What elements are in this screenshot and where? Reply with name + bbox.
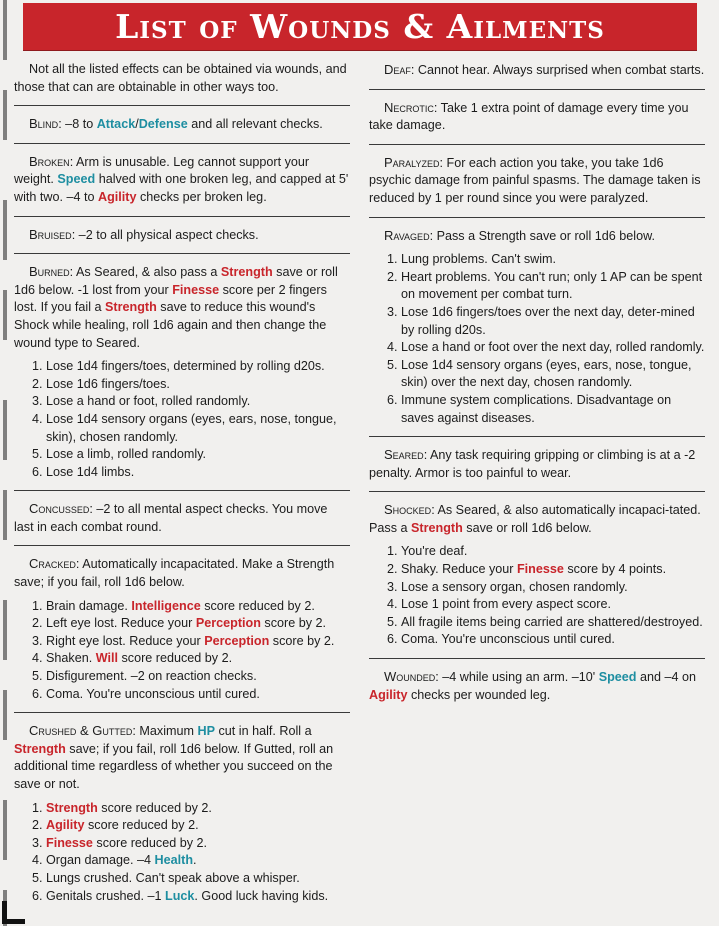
title-banner [23, 3, 697, 50]
list-item: 2. Heart problems. You can't run; only 1 AP can be spent on movement per combat turn. [401, 269, 705, 304]
term-wounded: Wounded [384, 669, 436, 685]
list-item: 4. Organ damage. –4 Health. [46, 852, 350, 870]
list-item: 6. Genitals crushed. –1 Luck. Good luck having kids. [46, 888, 350, 906]
keyword: HP [197, 724, 215, 739]
entry-concussed [14, 491, 350, 546]
list-item: 4. Lose 1 point from every aspect score. [401, 596, 705, 614]
entry-burned [14, 254, 350, 491]
text: : –2 to all mental aspect checks. You move last in each combat round. [14, 502, 328, 534]
keyword: Intelligence [131, 598, 201, 613]
text: score per 2 fingers lost. If you fail a [14, 282, 327, 315]
list-item: 5. All fragile items being carried are shattered/destroyed. [401, 614, 705, 632]
list-item: 1. Brain damage. Intelligence score reduced by 2. [46, 598, 350, 616]
keyword: Strength [105, 300, 157, 315]
crushed-list [14, 800, 350, 906]
keyword: Speed [57, 172, 96, 187]
list-item: 5. Disfigurement. –2 on reaction checks. [46, 668, 350, 686]
page-title: List of Wounds & Ailments [115, 7, 605, 46]
list-item: 2. Shaky. Reduce your Finesse score by 4 points. [401, 561, 705, 579]
keyword: Luck [165, 888, 195, 903]
list-item: 1. Strength score reduced by 2. [46, 800, 350, 818]
shocked-list [369, 543, 705, 649]
keyword: Strength [411, 520, 463, 535]
list-item: 5. Lungs crushed. Can't speak above a whisper. [46, 870, 350, 888]
text: and all relevant checks. [187, 117, 323, 132]
list-item: 6. Lose 1d4 limbs. [46, 464, 350, 482]
term-concussed: Concussed [29, 501, 90, 517]
entry-cracked [14, 546, 350, 713]
text: : –8 to [58, 117, 97, 132]
term-seared: Seared [384, 447, 424, 463]
text: : As Seared, & also pass a [69, 265, 221, 280]
term-broken: Broken [29, 153, 70, 169]
entry-broken [14, 144, 350, 217]
list-item: 6. Coma. You're unconscious until cured. [401, 631, 705, 649]
keyword: Attack [96, 117, 136, 132]
text: save to reduce this wound's Shock while healing, roll 1d6 again and then change the wound type to Seared. [14, 300, 327, 350]
list-item: 5. Lose 1d4 sensory organs (eyes, ears, nose, tongue, skin) over the next day, chosen randomly. [401, 357, 705, 392]
keyword: Will [95, 651, 118, 666]
term-paralyzed: Paralyzed [384, 154, 440, 170]
list-item: 2. Lose 1d6 fingers/toes. [46, 376, 350, 394]
list-item: 3. Lose a hand or foot, rolled randomly. [46, 393, 350, 411]
left-column [14, 52, 350, 914]
text: save or roll 1d6 below. -1 lost from your [14, 265, 338, 297]
text: / [135, 117, 139, 132]
entry-blind [14, 106, 350, 144]
term-ravaged: Ravaged [384, 227, 430, 243]
list-item: 3. Right eye lost. Reduce your Perception score by 2. [46, 633, 350, 651]
term-necrotic: Necrotic [384, 99, 434, 115]
entry-seared: Seared: Any task requiring gripping or climbing is at a -2 penalty. Armor is too painful to wear. [369, 437, 705, 492]
entry-ravaged: Ravaged: Pass a Strength save or roll 1d6 below. 1. Lung problems. Can't swim. 2. Heart problems. You can't run; only 1 AP can be spent on movement per combat turn. 3. Lose 1d6 fingers/toes over the next day, deter-mined by rolling d20s. 4. Lose a hand or foot over the next day, rolled randomly. 5. Lose 1d4 sensory organs (eyes, ears, nose, tongue, skin) over the next day, chosen randomly. 6. Immune system complications. Disadvantage on saves against diseases. [369, 218, 705, 438]
keyword: Health [154, 853, 194, 868]
entry-shocked: Shocked: As Seared, & also automatically incapaci-tated. Pass a Strength save or roll 1d6 below. 1. You're deaf. 2. Shaky. Reduce your Finesse score by 4 points. 3. Lose a sensory organ, chosen randomly. 4. Lose 1 point from every aspect score. 5. All fragile items being carried are shattered/destroyed. 6. Coma. You're unconscious until cured. [369, 492, 705, 659]
term-crushed-gutted: Crushed & Gutted [29, 723, 133, 739]
keyword: Finesse [172, 282, 220, 297]
intro-paragraph [14, 52, 350, 106]
term-bruised: Bruised [29, 226, 72, 242]
text: : Automatically incapacitated. Make a Strength save; if you fail, roll 1d6 below. [14, 557, 335, 590]
list-item: 3. Finesse score reduced by 2. [46, 835, 350, 853]
ravaged-list [369, 251, 705, 427]
cracked-list [14, 598, 350, 704]
entry-paralyzed: Paralyzed: For each action you take, you take 1d6 psychic damage from painful spasms. The damage taken is reduced by 1 per round since you were paralyzed. [369, 145, 705, 218]
list-item: 4. Lose a hand or foot over the next day, rolled randomly. [401, 339, 705, 357]
keyword: Defense [138, 117, 188, 132]
burned-list [14, 358, 350, 481]
text: halved with one broken leg, and capped at 5' with two. –4 to [14, 172, 349, 204]
entry-deaf: Deaf: Cannot hear. Always surprised when combat starts. [369, 52, 705, 90]
term-burned: Burned [29, 264, 70, 280]
keyword: Perception [195, 616, 261, 631]
list-item: 4. Lose 1d4 sensory organs (eyes, ears, nose, tongue, skin), chosen randomly. [46, 411, 350, 446]
list-item: 3. Lose a sensory organ, chosen randomly. [401, 579, 705, 597]
text: : –2 to all physical aspect checks. [71, 227, 259, 242]
list-item: 4. Shaken. Will score reduced by 2. [46, 650, 350, 668]
term-deaf: Deaf [384, 62, 411, 77]
list-item: 1. Lung problems. Can't swim. [401, 251, 705, 269]
text: : Arm is unusable. Leg cannot support your weight. [14, 154, 310, 187]
entry-wounded: Wounded: –4 while using an arm. –10' Speed and –4 on Agility checks per wounded leg. [369, 669, 697, 702]
keyword: Speed [598, 670, 637, 685]
term-cracked: Cracked [29, 556, 76, 572]
list-item: 3. Lose 1d6 fingers/toes over the next day, deter-mined by rolling d20s. [401, 304, 705, 339]
list-item: 2. Left eye lost. Reduce your Perception score by 2. [46, 615, 350, 633]
list-item: 2. Agility score reduced by 2. [46, 817, 350, 835]
keyword: Agility [369, 687, 408, 702]
list-item: 6. Immune system complications. Disadvantage on saves against diseases. [401, 392, 705, 427]
list-item: 1. You're deaf. [401, 543, 705, 561]
term-shocked: Shocked [384, 502, 432, 518]
entry-necrotic: Necrotic: Take 1 extra point of damage every time you take damage. [369, 90, 705, 145]
keyword: Strength [46, 800, 98, 815]
keyword: Agility [46, 818, 85, 833]
entry-crushed-gutted: Crushed & Gutted: Maximum HP cut in half. Roll a Strength save; if you fail, roll 1d6 below. If Gutted, roll an additional time regardless of whether you succeed on the save or not. 1. Strength score reduced by 2. 2. Agility score reduced by 2. 3. Finesse score reduced by 2. 4. Organ damage. –4 Health. 5. Lungs crushed. Can't speak above a whisper. 6. Genitals crushed. –1 Luck. Good luck having kids. [14, 713, 350, 914]
keyword: Finesse [516, 562, 564, 577]
list-item: 5. Lose a limb, rolled randomly. [46, 446, 350, 464]
keyword: Strength [14, 741, 66, 756]
list-item: 6. Coma. You're unconscious until cured. [46, 686, 350, 704]
list-item: 1. Lose 1d4 fingers/toes, determined by rolling d20s. [46, 358, 350, 376]
entry-bruised [14, 217, 350, 255]
keyword: Perception [204, 633, 270, 648]
intro-text: Not all the listed effects can be obtained via wounds, and those that can are obtainable in other ways too. [14, 62, 347, 94]
right-column [369, 52, 705, 713]
keyword: Strength [220, 265, 273, 280]
text: checks per broken leg. [136, 189, 267, 204]
term-blind: Blind [29, 116, 59, 132]
keyword: Agility [98, 189, 137, 204]
page-edge-decoration [3, 0, 7, 926]
keyword: Finesse [46, 835, 93, 850]
